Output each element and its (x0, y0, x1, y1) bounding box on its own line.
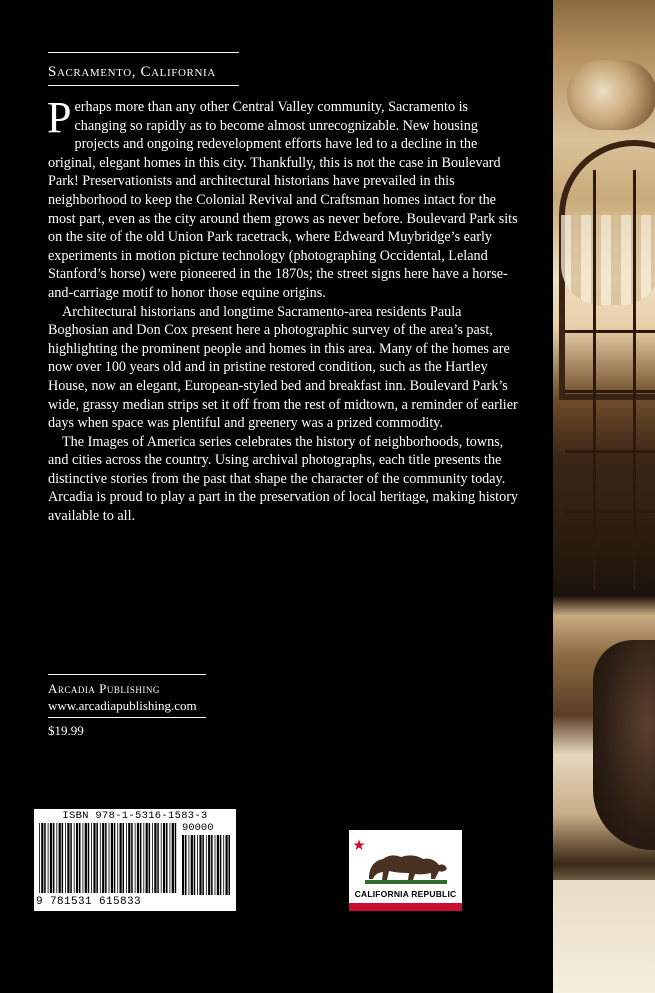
barcode-bar (74, 823, 75, 893)
barcode-bar (215, 835, 216, 895)
barcode-bar (166, 823, 168, 893)
barcode-bar (65, 823, 66, 893)
barcode-bar (53, 823, 55, 893)
barcode-bar (152, 823, 153, 893)
barcode-bar (137, 823, 139, 893)
barcode-bar (102, 823, 104, 893)
flag-caption: CALIFORNIA REPUBLIC (354, 889, 457, 899)
place-heading: Sacramento, California (48, 64, 216, 80)
barcode-bar (131, 823, 133, 893)
header-rule-bottom (48, 85, 239, 86)
barcode-bar (149, 823, 151, 893)
barcode-bars (38, 823, 178, 893)
barcode-bar (41, 823, 43, 893)
window-pane-bar (565, 390, 655, 393)
barcode-bar (111, 823, 113, 893)
barcode-bar (217, 835, 219, 895)
barcode-bar (199, 835, 201, 895)
grizzly-bear-icon (361, 847, 451, 887)
window-pane-bar (565, 450, 655, 453)
window-pane-bar (565, 510, 655, 513)
ground-photo (553, 880, 655, 993)
blurb-paragraph-3: The Images of America series celebrates the history of neighborhoods, towns, and cities across the country. Using archival photographs, each title presents the distinctive stories from the past that shape the character of the community today. Arcadia is proud to play a part in the preservation of local heritage, making history available to all. (48, 433, 519, 525)
barcode-bar (197, 835, 198, 895)
barcode-bar (62, 823, 64, 893)
barcode-bar (44, 823, 46, 893)
california-flag (349, 825, 462, 911)
barcode-bar (88, 823, 90, 893)
barcode-bar (191, 835, 193, 895)
barcode-bar (154, 823, 156, 893)
barcode-bar (208, 835, 210, 895)
barcode-bar (223, 835, 224, 895)
barcode-bar (172, 823, 174, 893)
barcode-bar (85, 823, 87, 893)
barcode-bar (76, 823, 78, 893)
publisher-rule-bottom (48, 717, 206, 718)
flag-red-stripe (349, 903, 462, 911)
blurb-text (47, 93, 519, 526)
window-pane-bar (565, 330, 655, 333)
barcode-bar (185, 835, 187, 895)
window-mullion (633, 170, 636, 590)
isbn-barcode (34, 809, 236, 911)
barcode-bar (220, 835, 222, 895)
barcode-bar (59, 823, 61, 893)
barcode-bar (100, 823, 101, 893)
barcode-bar (117, 823, 118, 893)
barcode-bar (96, 823, 98, 893)
publisher-name: Arcadia Publishing (48, 681, 160, 696)
barcode-bar (229, 835, 231, 895)
barcode-bar (140, 823, 142, 893)
horse-photo (593, 640, 655, 850)
barcode-bar (79, 823, 81, 893)
barcode-bar (70, 823, 72, 893)
barcode-bar (161, 823, 162, 893)
barcode-bar (50, 823, 52, 893)
barcode-bar (143, 823, 144, 893)
barcode-bar (123, 823, 125, 893)
barcode-bar (39, 823, 40, 893)
cover-photo-strip (553, 0, 655, 993)
header-rule-top (48, 52, 239, 53)
barcode-bar (93, 823, 95, 893)
barcode-bar (48, 823, 49, 893)
barcode-bar (226, 835, 228, 895)
barcode-addon-bars (181, 835, 233, 895)
barcode-bar (163, 823, 165, 893)
barcode-bar (56, 823, 57, 893)
paragraph-1-text: erhaps more than any other Central Valley community, Sacramento is changing so rapidly as to become almost unrecognizable. New housing projects and ongoing redevelopment efforts have led to a decline in the original, elegant homes in this city. Thankfully, this is not the case in Boulevard Park! Preservationists and architectural historians have prevailed in this neighborhood to keep the Colonial Revival and Craftsman homes intact for the most part, even as the city around them grows as never before. Boulevard Park sits on the site of the old Union Park racetrack, where Edweard Muybridge’s early experiments in motion picture technology (photographing Occidental, Leland Stanford’s horse) were pioneered in the 1870s; the street signs here have a horse-and-carriage motif to honor those equine origins. (48, 99, 518, 301)
publisher-rule-top (48, 674, 206, 675)
barcode-bar (157, 823, 159, 893)
barcode-bar (83, 823, 84, 893)
barcode-bar (67, 823, 69, 893)
barcode-bar (175, 823, 177, 893)
publisher-website[interactable]: www.arcadiapublishing.com (48, 698, 197, 713)
barcode-bar (105, 823, 107, 893)
blurb-paragraph-2: Architectural historians and longtime Sacramento-area residents Paula Boghosian and Don Cox present here a photographic survey of the area’s past, highlighting the prominent people and homes in this area. Many of the homes are now over 100 years old and in pristine restored condition, such as the Hartley House, now an elegant, European-styled bed and breakfast inn. Boulevard Park’s wide, grassy median strips set it off from the rest of midtown, a reminder of earlier days when space was plentiful and greenery was a prized commodity. (48, 303, 518, 432)
barcode-bar (146, 823, 148, 893)
ornament-carving (567, 60, 655, 130)
barcode-bar (109, 823, 110, 893)
flag-border (349, 825, 462, 830)
barcode-bar (170, 823, 171, 893)
barcode-bar (91, 823, 92, 893)
isbn-number: ISBN 978-1-5316-1583-3 (62, 810, 208, 822)
blurb-paragraph-1 (47, 93, 518, 303)
ean-digits: 9 781531 615833 (36, 896, 142, 908)
barcode-bar (120, 823, 122, 893)
barcode-bar (126, 823, 127, 893)
book-price: $19.99 (48, 723, 84, 738)
barcode-bar (128, 823, 130, 893)
barcode-bar (182, 835, 184, 895)
barcode-bar (206, 835, 207, 895)
barcode-price-code: 90000 (182, 822, 214, 834)
barcode-bar (194, 835, 196, 895)
window-drapery (561, 215, 655, 305)
window-mullion (593, 170, 596, 590)
barcode-bar (135, 823, 136, 893)
barcode-bar (211, 835, 213, 895)
barcode-bar (114, 823, 116, 893)
drop-cap: P (47, 93, 72, 142)
barcode-bar (189, 835, 190, 895)
barcode-bar (202, 835, 204, 895)
